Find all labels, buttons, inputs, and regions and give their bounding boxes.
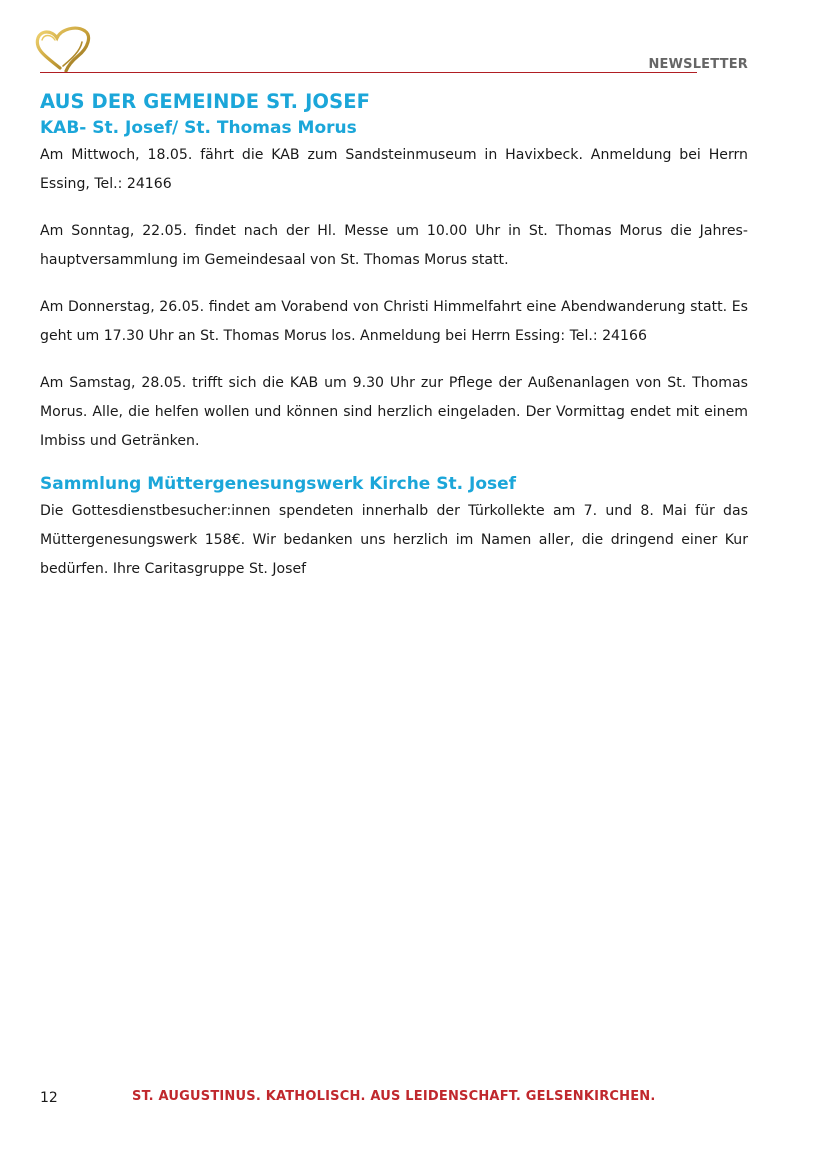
kab-paragraph-4: Am Samstag, 28.05. trifft sich die KAB um 9.30 Uhr zur Pflege der Außenanlagen von St. Thomas Morus. Alle, die helfen wollen und können sind herzlich eingeladen. Der Vormittag endet mit einem Imbiss und Getränken. xyxy=(40,375,748,449)
newsletter-label: NEWSLETTER xyxy=(648,57,748,72)
section-title: AUS DER GEMEINDE ST. JOSEF xyxy=(40,90,371,113)
gold-heart-icon xyxy=(30,26,94,74)
sammlung-heading: Sammlung Müttergenesungswerk Kirche St. Josef xyxy=(40,474,517,494)
footer-slogan: ST. AUGUSTINUS. KATHOLISCH. AUS LEIDENSCHAFT. GELSENKIRCHEN. xyxy=(132,1089,656,1104)
kab-heading: KAB- St. Josef/ St. Thomas Morus xyxy=(40,118,357,138)
article-content xyxy=(40,90,748,602)
header-divider xyxy=(40,72,697,73)
page-number: 12 xyxy=(40,1090,58,1106)
kab-paragraph-2: Am Sonntag, 22.05. findet nach der Hl. Messe um 10.00 Uhr in St. Thomas Morus die Jahres-hauptversammlung im Gemeindesaal von St. Thomas Morus statt. xyxy=(40,223,748,268)
sammlung-paragraph: Die Gottesdienstbesucher:innen spendeten innerhalb der Türkollekte am 7. und 8. Mai für das Müttergenesungswerk 158€. Wir bedanken uns herzlich im Namen aller, die dringend einer Kur bedürfen. Ihre Caritasgruppe St. Josef xyxy=(40,503,748,577)
kab-paragraph-1: Am Mittwoch, 18.05. fährt die KAB zum Sandsteinmuseum in Havixbeck. Anmeldung bei Herrn Essing, Tel.: 24166 xyxy=(40,147,748,192)
kab-paragraph-3: Am Donnerstag, 26.05. findet am Vorabend von Christi Himmelfahrt eine Abendwanderung statt. Es geht um 17.30 Uhr an St. Thomas Morus los. Anmeldung bei Herrn Essing: Tel.: 24166 xyxy=(40,299,748,344)
